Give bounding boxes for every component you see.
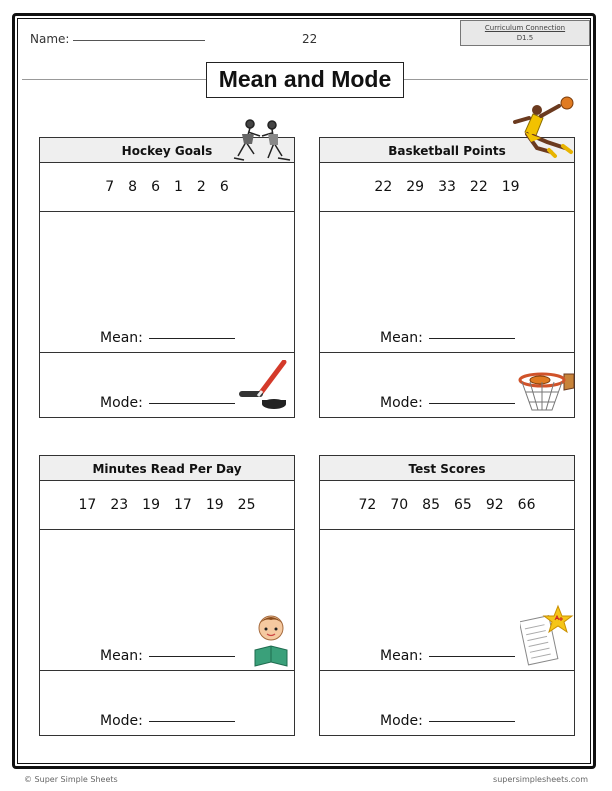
- mean-answer: [380, 330, 515, 346]
- footer-website[interactable]: supersimplesheets.com: [493, 775, 588, 784]
- number-item: 17: [174, 497, 192, 513]
- page-title: Mean and Mode: [206, 62, 404, 98]
- card-minutes-read: [39, 455, 295, 736]
- mean-blank[interactable]: [429, 656, 515, 657]
- mode-answer: [380, 395, 515, 411]
- basketball-hoop-icon: [516, 370, 576, 416]
- number-item: 33: [438, 179, 456, 195]
- number-item: 65: [454, 497, 472, 513]
- footer-copyright: © Super Simple Sheets: [24, 775, 118, 784]
- mode-work-area[interactable]: [320, 671, 574, 735]
- number-item: 2: [196, 179, 206, 195]
- mean-blank[interactable]: [429, 338, 515, 339]
- curriculum-connection-label: Curriculum Connection: [484, 24, 566, 32]
- mode-answer: [100, 395, 235, 411]
- number-item: 72: [358, 497, 377, 513]
- number-item: 66: [517, 497, 536, 513]
- number-item: 19: [205, 497, 224, 513]
- number-item: 85: [422, 497, 440, 513]
- mode-blank[interactable]: [149, 721, 235, 722]
- mean-label: Mean:: [380, 648, 423, 664]
- number-list: [320, 163, 574, 212]
- mean-label: Mean:: [100, 330, 143, 346]
- number-item: 25: [237, 497, 256, 513]
- card-title: Basketball Points: [320, 138, 574, 163]
- mode-blank[interactable]: [149, 403, 235, 404]
- number-list: [40, 163, 294, 212]
- hockey-stick-icon: [230, 360, 290, 412]
- mean-work-area[interactable]: [320, 212, 574, 353]
- mode-label: Mode:: [100, 713, 143, 729]
- number-list: [320, 481, 574, 530]
- mode-label: Mode:: [380, 395, 423, 411]
- number-item: 19: [142, 497, 160, 513]
- card-title: Minutes Read Per Day: [40, 456, 294, 481]
- test-paper-star-icon: [520, 604, 574, 668]
- mean-answer: [100, 648, 235, 664]
- number-item: 70: [390, 497, 409, 513]
- mode-blank[interactable]: [429, 721, 515, 722]
- number-item: 29: [406, 179, 425, 195]
- mean-answer: [100, 330, 235, 346]
- hockey-players-icon: [228, 116, 294, 164]
- mode-blank[interactable]: [429, 403, 515, 404]
- mode-work-area[interactable]: [40, 671, 294, 735]
- mode-label: Mode:: [380, 713, 423, 729]
- curriculum-code: D1.5: [516, 34, 534, 42]
- boy-reading-icon: [251, 612, 291, 668]
- number-item: 19: [501, 179, 520, 195]
- number-item: 92: [485, 497, 504, 513]
- mean-label: Mean:: [100, 648, 143, 664]
- page-number: 22: [302, 32, 318, 46]
- number-item: 6: [219, 179, 229, 195]
- number-item: 22: [469, 179, 488, 195]
- number-item: 23: [110, 497, 129, 513]
- number-item: 6: [151, 179, 160, 195]
- number-item: 8: [128, 179, 138, 195]
- card-title: Test Scores: [320, 456, 574, 481]
- card-test-scores: [319, 455, 575, 736]
- mean-blank[interactable]: [149, 656, 235, 657]
- mean-blank[interactable]: [149, 338, 235, 339]
- number-item: 1: [174, 179, 183, 195]
- card-title: Hockey Goals: [40, 138, 294, 163]
- number-item: 7: [105, 179, 115, 195]
- mean-label: Mean:: [380, 330, 423, 346]
- name-blank[interactable]: [73, 40, 205, 41]
- mean-work-area[interactable]: [40, 212, 294, 353]
- curriculum-connection-box: [460, 20, 590, 46]
- mode-label: Mode:: [100, 395, 143, 411]
- name-label: Name:: [30, 32, 70, 46]
- mean-answer: [380, 648, 515, 664]
- basketball-player-icon: [507, 96, 575, 162]
- number-list: [40, 481, 294, 530]
- mode-answer: [380, 713, 515, 729]
- name-field[interactable]: [30, 32, 205, 46]
- number-item: 17: [78, 497, 97, 513]
- mode-answer: [100, 713, 235, 729]
- number-item: 22: [374, 179, 393, 195]
